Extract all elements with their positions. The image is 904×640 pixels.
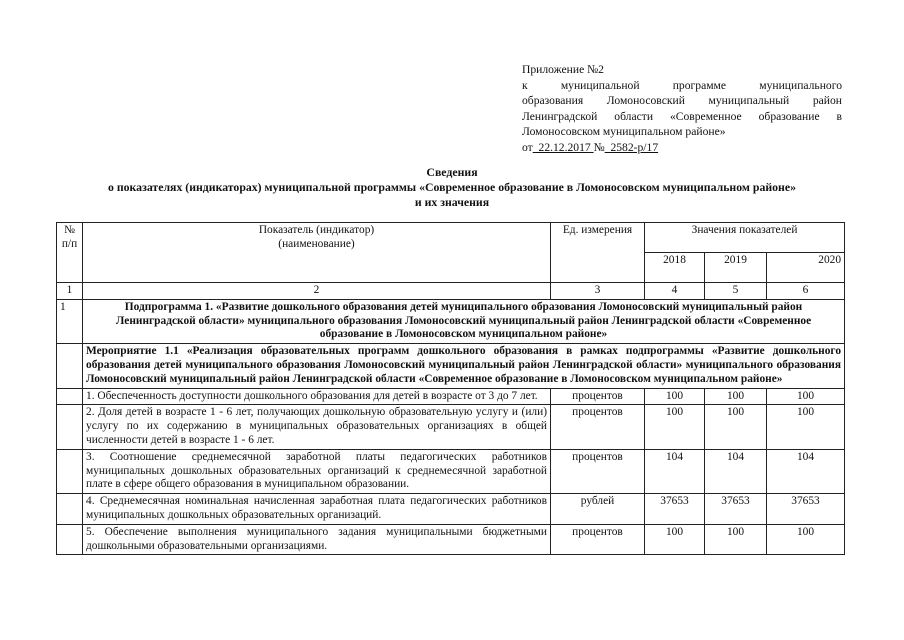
- col-number: 2: [83, 283, 551, 300]
- row-num-cell: [57, 494, 83, 525]
- unit-cell: процентов: [551, 524, 645, 555]
- row-num-cell: [57, 388, 83, 405]
- appendix-title: Приложение №2: [522, 63, 604, 76]
- appendix-date-line: [522, 140, 842, 156]
- header-indicator: [83, 223, 551, 283]
- col-number: 6: [767, 283, 845, 300]
- value-2019: 100: [705, 388, 767, 405]
- table-row: [57, 524, 845, 555]
- doc-subtitle: о показателях (индикаторах) муниципальной программы «Современное образование в Ломоносовском муниципальном районе»: [108, 180, 796, 194]
- document-number: [605, 141, 658, 154]
- header-unit: Ед. измерения: [551, 223, 645, 283]
- appendix-line: Ленинградской области «Современное образование в: [522, 109, 842, 123]
- number-prefix: №: [593, 140, 605, 154]
- year-2019: 2019: [705, 253, 767, 283]
- subprogram-num: 1: [57, 299, 83, 343]
- value-2020: 37653: [767, 494, 845, 525]
- unit-cell: процентов: [551, 405, 645, 449]
- value-2020: 100: [767, 388, 845, 405]
- indicator-text: 3. Соотношение среднемесячной заработной платы педагогических работников муниципальных дошкольных образовательных организаций к среднемесячной заработной плате в сфере общего образования в муниципальном образовании.: [83, 449, 551, 493]
- doc-title: Сведения: [426, 165, 478, 179]
- subprogram-title: Подпрограмма 1. «Развитие дошкольного образования детей муниципального образования Ломоносовский муниципальный район Ленинградской области» муниципального образования Ломоносовский муниципальный район Ленинградской области «Современное образование в Ломоносовском муниципальном районе»: [83, 299, 845, 343]
- header-values: Значения показателей: [645, 223, 845, 253]
- document-date-value: 22.12.2017: [538, 140, 591, 154]
- header-indicator-text: Показатель (индикатор) (наименование): [258, 224, 375, 250]
- unit-cell: процентов: [551, 449, 645, 493]
- value-2019: 104: [705, 449, 767, 493]
- value-2020: 100: [767, 524, 845, 555]
- measure-title: Мероприятие 1.1 «Реализация образовательных программ дошкольного образования в рамках подпрограммы «Развитие дошкольного образования детей муниципального образования Ломоносовский муниципальный район Ленинградской области» муниципального образования Ломоносовский муниципальный район Ленинградской области «Современное образование в Ломоносовском муниципальном районе»: [83, 344, 845, 388]
- value-2018: 37653: [645, 494, 705, 525]
- col-number: 1: [57, 283, 83, 300]
- col-number: 3: [551, 283, 645, 300]
- appendix-line: образования Ломоносовский муниципальный район: [522, 94, 842, 107]
- appendix-line: к муниципальной программе муниципального: [522, 78, 842, 92]
- value-2018: 100: [645, 524, 705, 555]
- value-2019: 100: [705, 524, 767, 555]
- measure-num-cell: [57, 344, 83, 388]
- indicator-text: 1. Обеспеченность доступности дошкольного образования для детей в возрасте от 3 до 7 лет.: [83, 388, 551, 405]
- value-2018: 100: [645, 388, 705, 405]
- doc-subtitle-end: и их значения: [414, 195, 490, 209]
- table-row: [57, 388, 845, 405]
- value-2018: 100: [645, 405, 705, 449]
- appendix-block: [522, 62, 842, 155]
- value-2020: 104: [767, 449, 845, 493]
- indicators-table: [56, 222, 845, 555]
- year-2018: 2018: [645, 253, 705, 283]
- indicator-text: 5. Обеспечение выполнения муниципального задания муниципальными бюджетными дошкольными образовательными организациями.: [83, 524, 551, 555]
- row-num-cell: [57, 524, 83, 555]
- indicator-text: 4. Среднемесячная номинальная начисленная заработная плата педагогических работников муниципальных дошкольных образовательных организаций.: [83, 494, 551, 525]
- unit-cell: рублей: [551, 494, 645, 525]
- value-2019: 37653: [705, 494, 767, 525]
- indicator-text: 2. Доля детей в возрасте 1 - 6 лет, получающих дошкольную образовательную услугу и (или) услугу по их содержанию в муниципальных образовательных организациях в общей численности детей в возрасте 1 - 6 лет.: [83, 405, 551, 449]
- header-num: № п/п: [57, 223, 83, 283]
- measure-row: [57, 344, 845, 388]
- table-row: [57, 405, 845, 449]
- date-prefix: от: [522, 140, 533, 154]
- subprogram-row: [57, 299, 845, 343]
- table-header-row: [57, 223, 845, 253]
- value-2020: 100: [767, 405, 845, 449]
- row-num-cell: [57, 405, 83, 449]
- row-num-cell: [57, 449, 83, 493]
- table-row: [57, 494, 845, 525]
- appendix-line: Ломоносовском муниципальном районе»: [522, 125, 726, 138]
- document-number-value: 2582-р/17: [610, 140, 659, 154]
- table-row: [57, 449, 845, 493]
- unit-cell: процентов: [551, 388, 645, 405]
- year-2020: 2020: [767, 253, 845, 283]
- document-date: [533, 141, 594, 154]
- col-number: 5: [705, 283, 767, 300]
- col-number: 4: [645, 283, 705, 300]
- value-2018: 104: [645, 449, 705, 493]
- value-2019: 100: [705, 405, 767, 449]
- column-number-row: [57, 283, 845, 300]
